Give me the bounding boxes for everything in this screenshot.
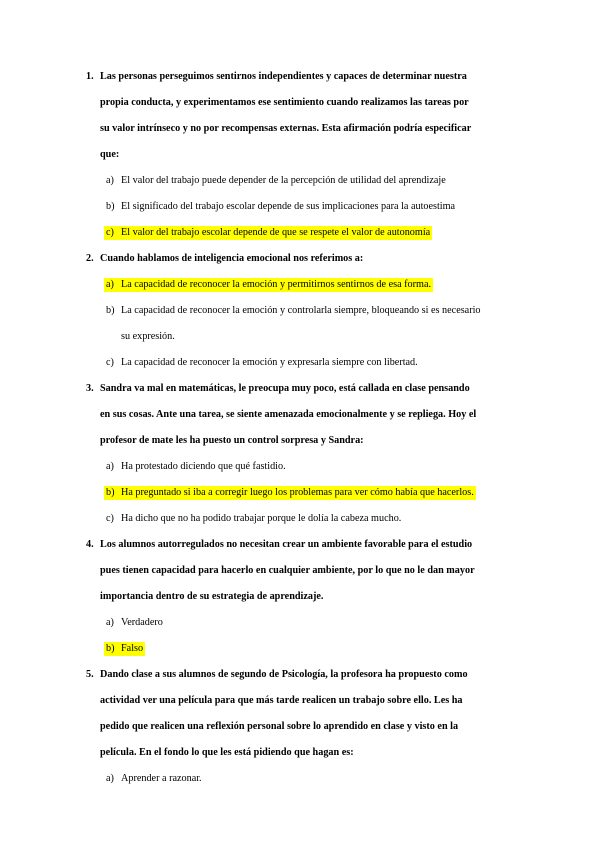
- answer-line: [106, 330, 175, 344]
- option-text: su expresión.: [121, 331, 175, 342]
- question-stem-line: importancia dentro de su estrategia de aprendizaje.: [100, 591, 324, 602]
- option-letter: a): [106, 617, 114, 628]
- option-text: Aprender a razonar.: [121, 773, 202, 784]
- option-text: La capacidad de reconocer la emoción y controlarla siempre, bloqueando si es necesario: [121, 305, 481, 316]
- question-number: 2.: [86, 253, 94, 264]
- option-text: Falso: [121, 643, 144, 654]
- option-letter: a): [106, 773, 114, 784]
- option-text: Ha protestado diciendo que qué fastidio.: [121, 461, 286, 472]
- option-text: El valor del trabajo escolar depende de que se respete el valor de autonomía: [121, 227, 431, 238]
- question-stem-line: Las personas perseguimos sentirnos independientes y capaces de determinar nuestra: [100, 71, 467, 82]
- question-stem-line: en sus cosas. Ante una tarea, se siente amenazada emocionalmente y se repliega. Hoy el: [100, 409, 477, 420]
- option-text: El valor del trabajo puede depender de la percepción de utilidad del aprendizaje: [121, 175, 446, 186]
- answer-line: [106, 356, 418, 370]
- question-stem-line: su valor intrínseco y no por recompensas externas. Esta afirmación podría especificar: [100, 123, 472, 134]
- question-stem-line: profesor de mate les ha puesto un control sorpresa y Sandra:: [100, 435, 364, 446]
- highlighted-answer-line: [104, 486, 476, 500]
- option-letter: a): [106, 175, 114, 186]
- question-stem-line: propia conducta, y experimentamos ese sentimiento cuando realizamos las tareas por: [100, 97, 469, 108]
- option-letter: b): [106, 201, 115, 212]
- option-text: El significado del trabajo escolar depende de sus implicaciones para la autoestima: [121, 201, 456, 212]
- option-letter: b): [106, 305, 115, 316]
- answer-line: [106, 616, 163, 630]
- highlighted-answer-line: [104, 642, 145, 656]
- question-stem-line: que:: [100, 149, 120, 160]
- question-stem-line: película. En el fondo lo que les está pidiendo que hagan es:: [100, 747, 354, 758]
- question-number: 4.: [86, 539, 94, 550]
- answer-line: [106, 174, 446, 188]
- option-letter: c): [106, 513, 114, 524]
- answer-line: [106, 512, 401, 526]
- option-text: La capacidad de reconocer la emoción y expresarla siempre con libertad.: [121, 357, 418, 368]
- answer-line: [106, 460, 286, 474]
- question-stem-line: pues tienen capacidad para hacerlo en cualquier ambiente, por lo que no le dan mayor: [100, 565, 475, 576]
- question-stem-line: Los alumnos autorregulados no necesitan crear un ambiente favorable para el estudio: [100, 539, 473, 550]
- question-stem-line: Cuando hablamos de inteligencia emocional nos referimos a:: [100, 253, 364, 264]
- option-text: Ha dicho que no ha podido trabajar porque le dolía la cabeza mucho.: [121, 513, 402, 524]
- option-text: La capacidad de reconocer la emoción y permitirnos sentirnos de esa forma.: [121, 279, 432, 290]
- question-number: 3.: [86, 383, 94, 394]
- highlighted-answer-line: [104, 226, 432, 240]
- answer-line: [106, 200, 455, 214]
- option-letter: b): [106, 487, 115, 498]
- highlighted-answer-line: [104, 278, 433, 292]
- option-letter: b): [106, 643, 115, 654]
- question-number: 5.: [86, 669, 94, 680]
- question-stem-line: pedido que realicen una reflexión personal sobre lo aprendido en clase y visto en la: [100, 721, 459, 732]
- answer-line: [106, 304, 481, 318]
- option-text: Ha preguntado si iba a corregir luego los problemas para ver cómo había que hacerlos.: [121, 487, 474, 498]
- answer-line: [106, 772, 202, 786]
- question-stem-line: Dando clase a sus alumnos de segundo de Psicología, la profesora ha propuesto como: [100, 669, 468, 680]
- question-number: 1.: [86, 71, 94, 82]
- option-letter: a): [106, 279, 114, 290]
- option-letter: a): [106, 461, 114, 472]
- option-letter: c): [106, 357, 114, 368]
- question-stem-line: actividad ver una película para que más tarde realicen un trabajo sobre ello. Les ha: [100, 695, 463, 706]
- question-stem-line: Sandra va mal en matemáticas, le preocupa muy poco, está callada en clase pensando: [100, 383, 470, 394]
- option-text: Verdadero: [121, 617, 163, 628]
- option-letter: c): [106, 227, 114, 238]
